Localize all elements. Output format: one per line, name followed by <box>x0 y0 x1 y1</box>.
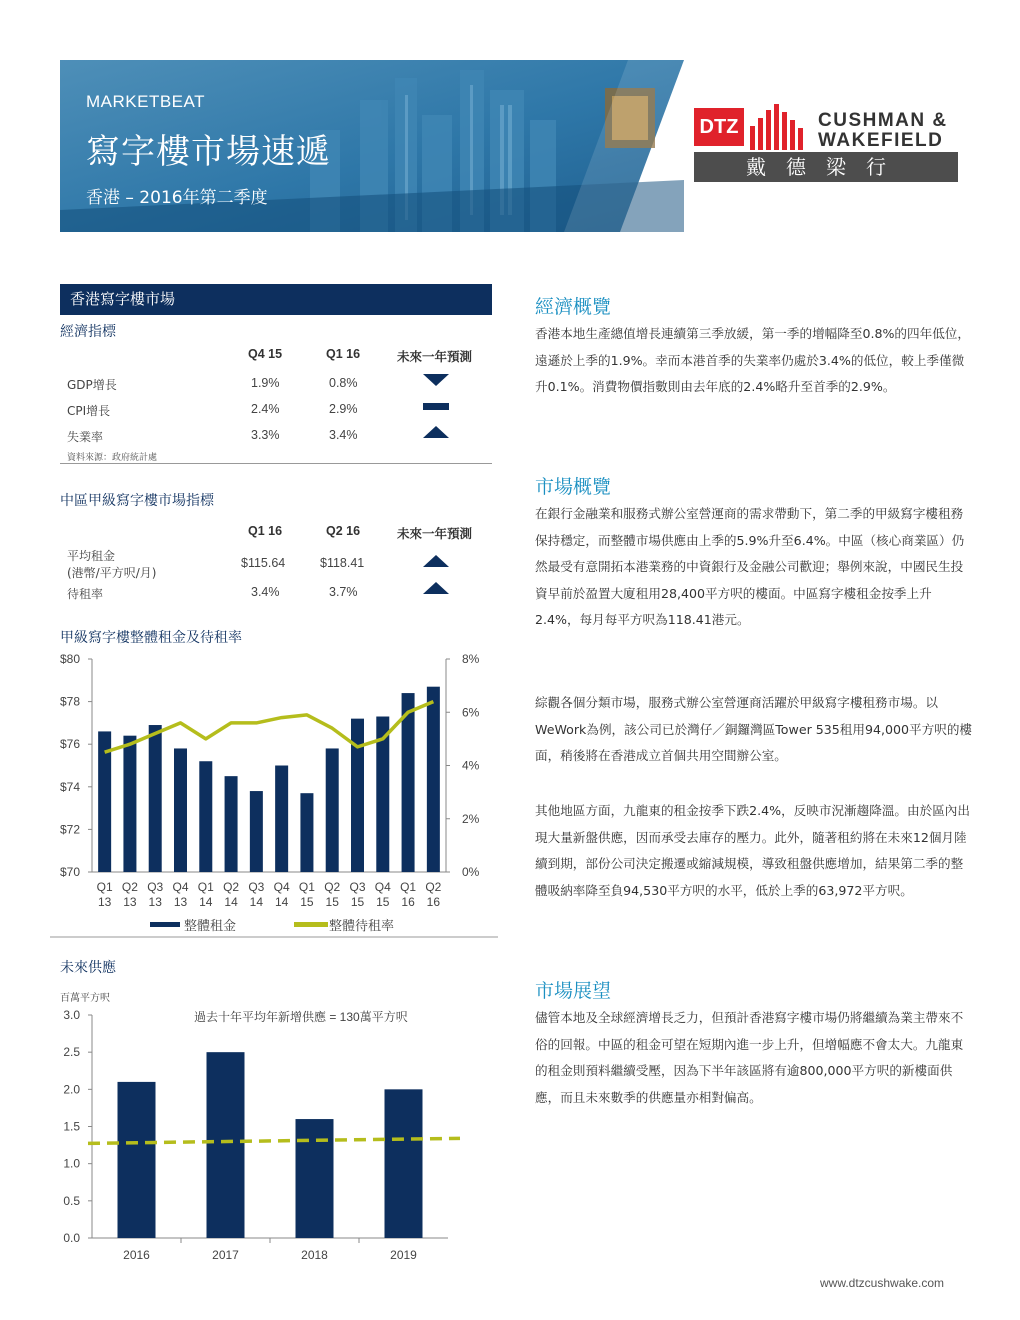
x-tick-label-year: 16 <box>426 895 441 909</box>
trend-up-icon <box>423 582 449 594</box>
central-col-q216: Q2 16 <box>326 524 361 538</box>
y-left-tick-label: $72 <box>59 822 80 837</box>
market-outlook-text: 儘管本地及全球經濟增長乏力，但預計香港寫字樓市場仍將繼續為業主帶來不俗的回報。中區的租金可望在短期內進一步上升，但增幅應不會太大。九龍東的租金則預料繼續受壓，因為下半年該區將有逾800,000平方呎的新樓面供應，而且未來數季的供應量亦相對偏高。 <box>535 1010 964 1105</box>
econ-col-q415: Q4 15 <box>248 347 283 361</box>
divider <box>60 463 492 464</box>
dtz-logo: DTZ <box>694 108 744 146</box>
supply-bar <box>118 1082 156 1238</box>
y-right-tick-label: 0% <box>462 865 480 879</box>
x-tick-label-year: 15 <box>325 895 339 909</box>
x-tick-label-year: 13 <box>148 895 162 909</box>
trend-up-icon <box>423 555 449 567</box>
rent-bar <box>326 748 339 872</box>
rent-bar <box>250 791 263 872</box>
logo-line-2: WAKEFIELD <box>818 130 944 151</box>
footer-url[interactable]: www.dtzcushwake.com <box>820 1276 945 1290</box>
logo-line-1: CUSHMAN & <box>818 110 948 131</box>
y-tick-label: 3.0 <box>63 1008 80 1022</box>
x-tick-label-quarter: Q4 <box>374 880 391 894</box>
central-col-q116: Q1 16 <box>248 524 283 538</box>
y-tick-label: 2.0 <box>63 1082 80 1097</box>
central-row-rent-q216: $118.41 <box>320 556 365 570</box>
y-left-tick-label: $70 <box>59 865 80 879</box>
supply-bar <box>207 1052 245 1238</box>
x-tick-label-quarter: Q2 <box>223 880 240 894</box>
x-tick-label-quarter: Q1 <box>197 880 214 894</box>
legend-swatch-rent <box>150 922 180 927</box>
future-supply-chart <box>50 985 498 1265</box>
trend-up-icon <box>423 426 449 438</box>
x-tick-label-year: 13 <box>123 895 137 909</box>
x-tick-label-quarter: Q2 <box>425 880 442 894</box>
y-tick-label: 0.0 <box>63 1231 80 1245</box>
econ-row-gdp-q116: 0.8% <box>329 376 358 390</box>
x-tick-label-year: 13 <box>97 895 112 909</box>
company-logo <box>694 104 960 184</box>
market-overview-text-3: 其他地區方面，九龍東的租金按季下跌2.4%，反映市況漸趨降溫。由於區內出現大量新盤供應，因而承受去庫存的壓力。此外，隨著租約將在未來12個月陸續到期，部份公司決定搬遷或縮減規模，導致租盤供應增加，結果第二季的整體吸納率降至負94,530平方呎的水平，低於上季的63,972平方呎。 <box>535 803 970 898</box>
section-title-bar: 香港寫字樓市場 <box>60 284 492 315</box>
x-tick-label-year: 13 <box>173 895 188 909</box>
trend-down-icon <box>423 374 449 386</box>
x-tick-label: 2017 <box>212 1248 239 1262</box>
econ-col-forecast: 未來一年預測 <box>397 350 473 364</box>
econ-row-cpi-q116: 2.9% <box>329 402 358 416</box>
x-tick-label-year: 14 <box>199 895 213 909</box>
central-row-vacancy-label: 待租率 <box>67 587 104 601</box>
y-right-tick-label: 4% <box>462 758 480 773</box>
central-row-vacancy-q216: 3.7% <box>329 585 358 599</box>
rent-bar <box>275 766 288 873</box>
y-right-tick-label: 6% <box>462 705 480 720</box>
y-tick-label: 2.5 <box>63 1045 80 1060</box>
y-tick-label: 1.5 <box>63 1119 80 1134</box>
x-tick-label-quarter: Q3 <box>349 880 366 894</box>
chart2-heading: 未來供應 <box>60 960 116 976</box>
central-row-rent-label: 平均租金 <box>67 549 116 563</box>
econ-row-cpi-label: CPI增長 <box>67 404 111 418</box>
central-row-vacancy-q116: 3.4% <box>251 585 280 599</box>
rent-bar <box>174 748 187 872</box>
trend-flat-icon <box>423 403 449 410</box>
x-tick-label-quarter: Q1 <box>298 880 315 894</box>
x-tick-label: 2019 <box>390 1248 417 1262</box>
x-tick-label: 2018 <box>301 1248 328 1262</box>
supply-bar <box>296 1119 334 1238</box>
central-col-forecast: 未來一年預測 <box>397 527 473 541</box>
x-tick-label-quarter: Q1 <box>96 880 113 894</box>
y-left-tick-label: $80 <box>59 652 80 666</box>
x-tick-label: 2016 <box>123 1248 150 1262</box>
chart1-heading: 甲級寫字樓整體租金及待租率 <box>60 630 242 646</box>
page-subtitle: 香港 – 2016年第二季度 <box>86 188 268 208</box>
x-tick-label-year: 14 <box>224 895 238 909</box>
x-tick-label-quarter: Q4 <box>172 880 189 894</box>
rent-bar <box>225 776 238 872</box>
rent-bar <box>427 687 440 872</box>
x-tick-label-year: 15 <box>300 895 314 909</box>
x-tick-label-year: 16 <box>401 895 415 909</box>
econ-row-unemp-q415: 3.3% <box>251 428 280 442</box>
x-tick-label-year: 14 <box>274 895 289 909</box>
central-row-rent-unit: (港幣/平方呎/月) <box>67 566 157 580</box>
marketbeat-label: MARKETBEAT <box>86 92 205 111</box>
rent-bar <box>300 793 313 872</box>
y-right-tick-label: 8% <box>462 652 480 666</box>
x-tick-label-quarter: Q2 <box>324 880 341 894</box>
x-tick-label-year: 15 <box>350 895 365 909</box>
market-outlook-heading: 市場展望 <box>535 980 612 1002</box>
cushman-building-icon <box>750 104 808 150</box>
rent-bar <box>199 761 212 872</box>
rent-vacancy-chart <box>50 648 498 938</box>
legend-label-vacancy: 整體待租率 <box>329 918 395 933</box>
y-tick-label: 0.5 <box>63 1193 80 1208</box>
econ-overview-text: 香港本地生產總值增長連續第三季放緩，第一季的增幅降至0.8%的四年低位，遠遜於上季的1.9%。幸而本港首季的失業率仍處於3.4%的低位，較上季僅微升0.1%。消費物價指數則由去年底的2.4%略升至首季的2.9%。 <box>535 326 970 395</box>
y-left-tick-label: $78 <box>59 694 80 709</box>
rent-bar <box>123 736 136 872</box>
x-tick-label-quarter: Q3 <box>248 880 265 894</box>
x-tick-label-quarter: Q1 <box>400 880 417 894</box>
y-left-tick-label: $74 <box>59 779 80 794</box>
econ-source-note: 資料來源：政府統計處 <box>67 453 158 463</box>
market-overview-text-2: 綜觀各個分類市場，服務式辦公室營運商活躍於甲級寫字樓租務市場。以WeWork為例，該公司已於灣仔／銅鑼灣區Tower 535租用94,000平方呎的樓面，稍後將在香港成立首個共用空間辦公室。 <box>535 695 973 764</box>
page-title: 寫字樓市場速遞 <box>86 132 331 172</box>
rent-bar <box>149 725 162 872</box>
x-tick-label-quarter: Q2 <box>121 880 138 894</box>
x-tick-label-year: 14 <box>249 895 264 909</box>
econ-row-cpi-q415: 2.4% <box>251 402 280 416</box>
econ-row-unemp-q116: 3.4% <box>329 428 358 442</box>
central-row-rent-q116: $115.64 <box>241 556 286 570</box>
supply-bar <box>385 1089 423 1238</box>
y-right-tick-label: 2% <box>462 811 480 826</box>
econ-row-unemp-label: 失業率 <box>67 430 104 444</box>
econ-row-gdp-label: GDP增長 <box>67 378 117 392</box>
central-indicators-heading: 中區甲級寫字樓市場指標 <box>60 493 214 509</box>
x-tick-label-quarter: Q4 <box>273 880 290 894</box>
market-overview-text-1: 在銀行金融業和服務式辦公室營運商的需求帶動下，第二季的甲級寫字樓租務保持穩定，而整體市場供應由上季的5.9%升至6.4%。中區（核心商業區）仍然最受有意開拓本港業務的中資銀行及金融公司歡迎；舉例來說，中國民生投資早前於盈置大廈租用28,400平方呎的樓面。中區寫字樓租金按季上升2.4%，每月每平方呎為118.41港元。 <box>535 506 965 628</box>
x-tick-label-year: 15 <box>376 895 390 909</box>
econ-col-q116: Q1 16 <box>326 347 361 361</box>
logo-chinese-name: 戴德梁行 <box>694 152 958 182</box>
x-tick-label-quarter: Q3 <box>147 880 164 894</box>
econ-overview-heading: 經濟概覽 <box>535 296 612 318</box>
market-overview-heading: 市場概覽 <box>535 476 612 498</box>
y-axis-title: 百萬平方呎 <box>60 993 110 1004</box>
econ-indicators-heading: 經濟指標 <box>60 324 116 340</box>
econ-row-gdp-q415: 1.9% <box>251 376 280 390</box>
average-supply-label: 過去十年平均年新增供應 = 130萬平方呎 <box>194 1010 408 1024</box>
rent-bar <box>402 693 415 872</box>
y-left-tick-label: $76 <box>59 737 80 752</box>
legend-label-rent: 整體租金 <box>184 918 237 933</box>
legend-swatch-vacancy <box>294 922 328 927</box>
y-tick-label: 1.0 <box>63 1156 80 1171</box>
